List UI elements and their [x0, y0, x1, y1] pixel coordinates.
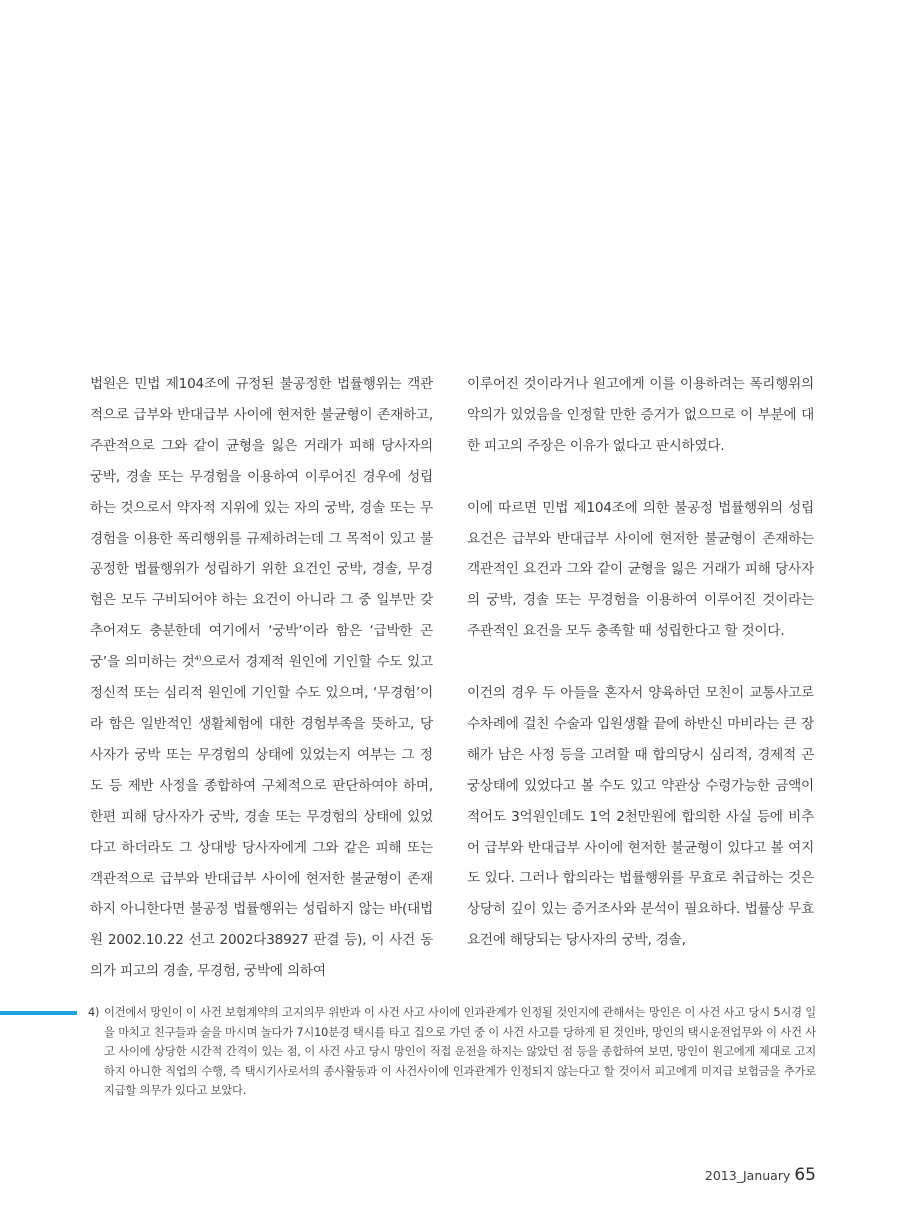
page-folio — [705, 1165, 816, 1185]
paragraph-text: 으로서 경제적 원인에 기인할 수도 있고 정신적 또는 심리적 원인에 기인할 수도 있으며, ‘무경험’이라 함은 일반적인 생활체험에 대한 경험부족을 뜻하고, 당사자가 궁박 또는 무경험의 상태에 있었는지 여부는 그 정도 등 제반 사정을 종합하여 구체적으로 판단하여야 하며, 한편 피해 당사자가 궁박, 경솔 또는 무경험의 상태에 있었다고 하더라도 그 상대방 당사자에게 그와 같은 피해 또는 객관적으로 급부와 반대급부 사이에 현저한 불균형이 존재하지 아니한다면 불공정 법률행위는 성립하지 않는 바(대법원 2002.10.22 선고 2002다38927 판결 등), 이 사건 동의가 피고의 경솔, 무경험, 궁박에 의하여 — [90, 654, 433, 980]
footnote-number: 4) — [88, 1006, 100, 1019]
page-number: 65 — [794, 1165, 816, 1185]
body-paragraph: 이에 따르면 민법 제104조에 의한 불공정 법률행위의 성립요건은 급부와 반대급부 사이에 현저한 불균형이 존재하는 객관적인 요건과 그와 같이 균형을 잃은 거래가 피해 당사자의 궁박, 경솔 또는 무경험을 이용하여 이루어진 것이라는 주관적인 요건을 모두 충족할 때 성립한다고 할 것이다. — [467, 499, 814, 640]
paragraph-gap — [467, 647, 814, 678]
footnote — [88, 1003, 816, 1101]
footnote-accent-bar — [0, 1011, 77, 1015]
body-paragraph: 이건의 경우 두 아들을 혼자서 양육하던 모친이 교통사고로 수차례에 걸친 수술과 입원생활 끝에 하반신 마비라는 큰 장해가 남은 사정 등을 고려할 때 합의당시 심리적, 경제적 곤궁상태에 있었다고 볼 수도 있고 약관상 수령가능한 금액이 적어도 3억원인데도 1억 2천만원에 합의한 사실 등에 비추어 급부와 반대급부 사이에 현저한 불균형이 있다고 볼 여지도 있다. 그러나 합의라는 법률행위를 무효로 취급하는 것은 상당히 깊이 있는 증거조사와 분석이 필요하다. 법률상 무효요건에 해당되는 당사자의 궁박, 경솔, — [467, 685, 814, 949]
footnote-text: 이건에서 망인이 이 사건 보험계약의 고지의무 위반과 이 사건 사고 사이에 인과관계가 인정될 것인지에 관해서는 망인은 이 사건 사고 당시 5시경 일을 마치고 친구들과 술을 마시며 놀다가 7시10분경 택시를 타고 집으로 가던 중 이 사건 사고를 당하게 된 것인바, 망인의 택시운전업무와 이 사건 사고 사이에 상당한 시간적 간격이 있는 점, 이 사건 사고 당시 망인이 직접 운전을 하지는 않았던 점 등을 종합하여 보면, 망인이 원고에게 제대로 고지하지 아니한 직업의 수행, 즉 택시기사로서의 종사활동과 이 사건사이에 인과관계가 인정되지 않는다고 할 것이서 피고에게 미지급 보험금을 추가로 지급할 의무가 있다고 보았다. — [104, 1006, 816, 1098]
right-column — [467, 369, 814, 956]
body-paragraph: 이루어진 것이라거나 원고에게 이를 이용하려는 폭리행위의 악의가 있었음을 인정할 만한 증거가 없으므로 이 부분에 대한 피고의 주장은 이유가 없다고 판시하였다. — [467, 376, 814, 454]
body-paragraph — [90, 369, 433, 987]
left-column — [90, 369, 433, 987]
footnote-reference[interactable]: 4) — [194, 654, 202, 663]
paragraph-gap — [467, 462, 814, 493]
paragraph-text: 법원은 민법 제104조에 규정된 불공정한 법률행위는 객관적으로 급부와 반대급부 사이에 현저한 불균형이 존재하고, 주관적으로 그와 같이 균형을 잃은 거래가 피해 당사자의 궁박, 경솔 또는 무경험을 이용하여 이루어진 경우에 성립하는 것으로서 약자적 지위에 있는 자의 궁박, 경솔 또는 무경험을 이용한 폭리행위를 규제하려는데 그 목적이 있고 불공정한 법률행위가 성립하기 위한 요건인 궁박, 경솔, 무경험은 모두 구비되어야 하는 요건이 아니라 그 중 일부만 갖추어져도 충분한데 여기에서 ‘궁박’이라 함은 ‘급박한 곤궁’을 의미하는 것 — [90, 376, 433, 671]
issue-label: 2013_January — [704, 1168, 791, 1183]
